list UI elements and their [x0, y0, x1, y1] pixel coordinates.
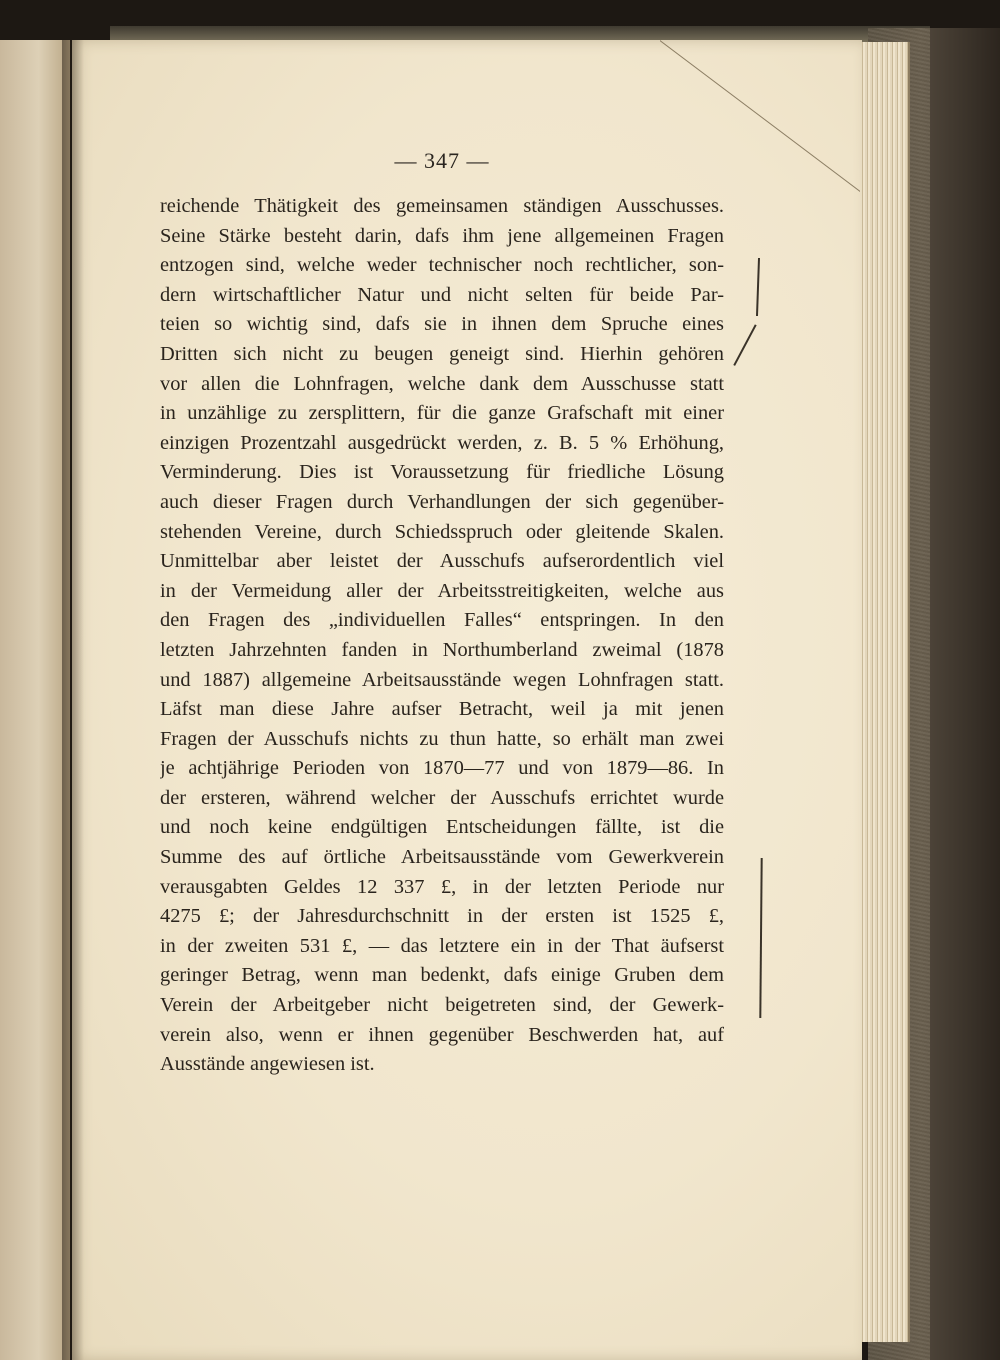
text-line: stehenden Vereine, durch Schiedsspruch oder gleitende Skalen. — [160, 520, 724, 543]
text-line: 4275 £; der Jahresdurchschnitt in der ersten ist 1525 £, — [160, 905, 724, 928]
text-line: teien so wichtig sind, dafs sie in ihnen dem Spruche eines — [160, 313, 724, 336]
text-line: Läfst man diese Jahre aufser Betracht, weil ja mit jenen — [160, 698, 724, 721]
text-line: verausgabten Geldes 12 337 £, in der letzten Periode nur — [160, 875, 724, 898]
text-line: verein also, wenn er ihnen gegenüber Beschwerden hat, auf — [160, 1023, 724, 1046]
text-line: geringer Betrag, wenn man bedenkt, dafs einige Gruben dem — [160, 964, 724, 987]
text-line: dern wirtschaftlicher Natur und nicht selten für beide Par- — [160, 283, 724, 306]
page-corner-fold — [660, 40, 860, 200]
text-line: in der zweiten 531 £, — das letztere ein in der That äufserst — [160, 934, 724, 957]
text-line: reichende Thätigkeit des gemeinsamen ständigen Ausschusses. — [160, 195, 724, 217]
text-line: je achtjährige Perioden von 1870—77 und von 1879—86. In — [160, 757, 724, 780]
text-line: den Fragen des „individuellen Falles“ entspringen. In den — [160, 609, 724, 632]
book-cover-edge — [930, 28, 1000, 1360]
text-line: der ersteren, während welcher der Ausschufs errichtet wurde — [160, 786, 724, 809]
page-number: — 347 — — [394, 148, 490, 173]
text-line: und 1887) allgemeine Arbeitsausstände wegen Lohnfragen statt. — [160, 668, 724, 691]
text-line: Seine Stärke besteht darin, dafs ihm jene allgemeinen Fragen — [160, 224, 724, 247]
text-line: Unmittelbar aber leistet der Ausschufs aufserordentlich viel — [160, 550, 724, 573]
text-line: letzten Jahrzehnten fanden in Northumberland zweimal (1878 — [160, 638, 724, 661]
text-line: und noch keine endgültigen Entscheidungen fällte, ist die — [160, 816, 724, 839]
page-body-text — [160, 192, 724, 1080]
text-line: Summe des auf örtliche Arbeitsausstände vom Gewerkverein — [160, 846, 724, 869]
text-line: einzigen Prozentzahl ausgedrückt werden, z. B. 5 % Erhöhung, — [160, 431, 724, 454]
text-line: in unzählige zu zersplittern, für die ganze Grafschaft mit einer — [160, 402, 724, 425]
text-line: Ausstände angewiesen ist. — [160, 1053, 375, 1076]
text-line: auch dieser Fragen durch Verhandlungen der sich gegenüber- — [160, 490, 724, 513]
text-line: Dritten sich nicht zu beugen geneigt sind. Hierhin gehören — [160, 342, 724, 365]
text-line: Verminderung. Dies ist Voraussetzung für friedliche Lösung — [160, 461, 724, 484]
text-line: entzogen sind, welche weder technischer noch rechtlicher, son- — [160, 254, 724, 277]
text-line: Fragen der Ausschufs nichts zu thun hatte, so erhält man zwei — [160, 727, 724, 750]
text-line: vor allen die Lohnfragen, welche dank dem Ausschusse statt — [160, 372, 724, 395]
text-line: Verein der Arbeitgeber nicht beigetreten sind, der Gewerk- — [160, 994, 724, 1017]
text-line: in der Vermeidung aller der Arbeitsstreitigkeiten, welche aus — [160, 579, 724, 602]
gutter-shadow — [62, 40, 84, 1360]
previous-page-edge — [0, 40, 70, 1360]
